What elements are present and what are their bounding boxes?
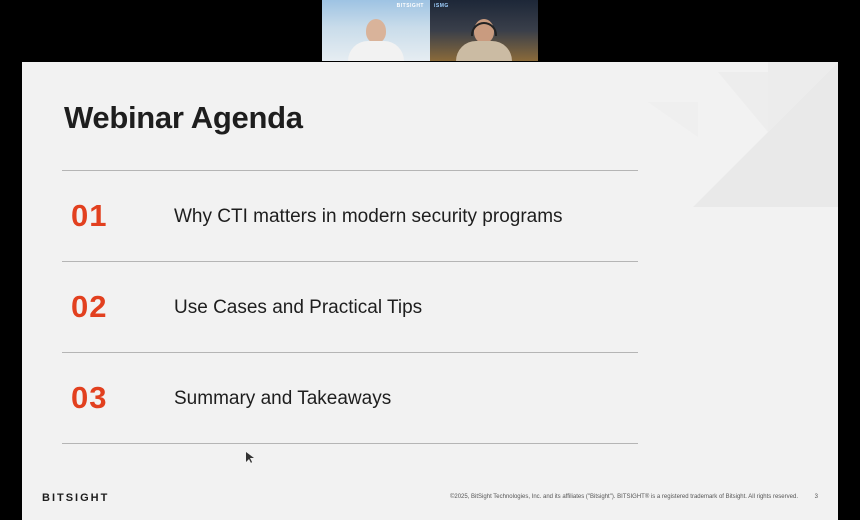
agenda-number: 03	[71, 380, 108, 415]
participant-silhouette	[348, 13, 404, 61]
bitsight-logo: BITSIGHT	[42, 492, 110, 504]
tile-brand-logo: iSMG	[434, 3, 449, 9]
headset-icon	[471, 22, 497, 36]
agenda-item	[62, 262, 638, 352]
agenda-text: Use Cases and Practical Tips	[174, 297, 423, 318]
participant-video-2[interactable]	[430, 0, 538, 61]
slide-page-number: 3	[814, 494, 818, 500]
agenda-number: 02	[71, 289, 108, 324]
copyright-notice: ©2025, BitSight Technologies, Inc. and its affiliates ("Bitsight"). BITSIGHT® is a registered trademark of Bitsight. All rights reserved.	[449, 494, 798, 500]
agenda-item	[62, 171, 638, 261]
participant-silhouette	[456, 13, 512, 61]
participant-video-strip	[322, 0, 538, 61]
agenda-text: Why CTI matters in modern security programs	[174, 206, 563, 227]
agenda-text: Summary and Takeaways	[174, 388, 392, 409]
tile-brand-logo: BITSIGHT	[396, 3, 424, 9]
agenda-divider	[62, 443, 638, 444]
agenda-list	[62, 170, 638, 444]
agenda-item	[62, 353, 638, 443]
mouse-cursor-icon	[246, 452, 254, 464]
presentation-slide	[22, 62, 838, 520]
slide-title: Webinar Agenda	[64, 100, 303, 135]
decorative-triangles	[638, 62, 838, 222]
participant-video-1[interactable]	[322, 0, 430, 61]
agenda-number: 01	[71, 198, 108, 233]
